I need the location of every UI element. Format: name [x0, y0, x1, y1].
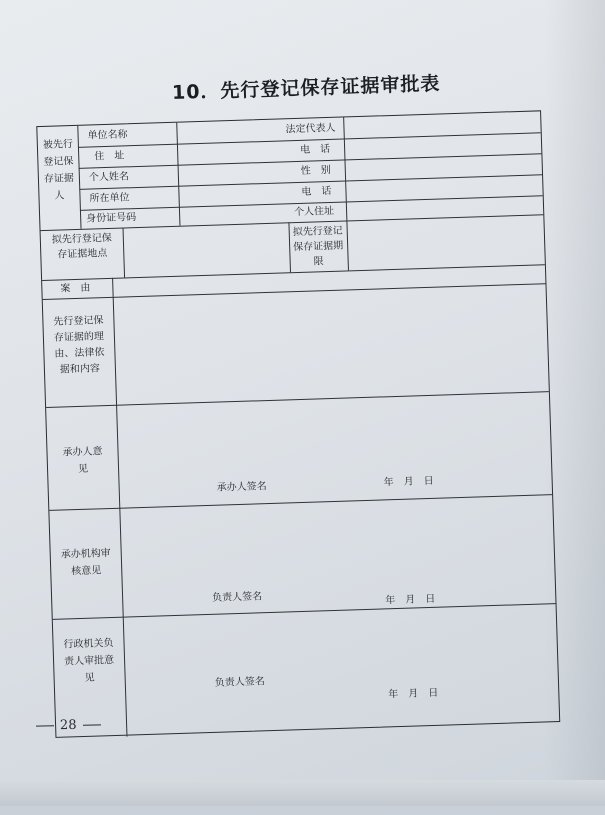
person-name-label: 个人姓名 [88, 171, 130, 184]
row-divider [53, 603, 556, 620]
address-label: 住 址 [94, 150, 125, 163]
unit-name-label: 单位名称 [87, 129, 128, 142]
legal-rep-label: 法定代表人 [285, 122, 336, 136]
col-divider [176, 123, 180, 226]
row-divider [43, 283, 546, 300]
gender-label: 性 别 [300, 164, 331, 177]
col-divider [343, 117, 347, 220]
org-sign-label: 负责人签名 [212, 591, 263, 604]
handler-date: 年 月 日 [383, 475, 434, 489]
agency-sign-label: 负责人签名 [214, 676, 266, 689]
reason-label: 先行登记保存证据的理由、法律依据和内容 [53, 315, 105, 376]
party-section-label: 被先行登记保存证据人 [42, 139, 75, 202]
id-number-label: 身份证号码 [86, 212, 137, 225]
row-divider [49, 494, 552, 511]
period-label: 拟先行登记保存证据期限 [292, 225, 344, 268]
dash-left [36, 725, 54, 726]
form-table [36, 110, 560, 738]
org-date: 年 月 日 [385, 593, 436, 607]
handler-opinion-label: 承办人意 见 [62, 445, 113, 476]
page-edge [0, 780, 605, 806]
phone-label: 电 话 [301, 185, 332, 198]
form-title: 10．先行登记保存证据审批表 [171, 72, 441, 104]
col-divider [77, 126, 81, 229]
handler-sign-label: 承办人签名 [216, 481, 267, 494]
org-review-label: 承办机构审核意见 [60, 548, 111, 578]
agency-approval-label: 行政机关负责人审批意见 [63, 637, 115, 684]
page-footer [30, 717, 107, 733]
case-cause-label: 案 由 [60, 282, 91, 295]
employer-label: 所在单位 [89, 192, 130, 205]
page-number: 28 [59, 717, 77, 734]
agency-date: 年 月 日 [388, 687, 439, 701]
col-divider [112, 278, 114, 297]
col-divider [346, 220, 349, 270]
row-divider [46, 391, 549, 408]
col-divider [122, 227, 125, 277]
place-label: 拟先行登记保存证据地点 [51, 232, 113, 261]
personal-address-label: 个人住址 [293, 205, 335, 219]
dash-right [83, 724, 101, 725]
phone-label: 电 话 [299, 143, 331, 156]
